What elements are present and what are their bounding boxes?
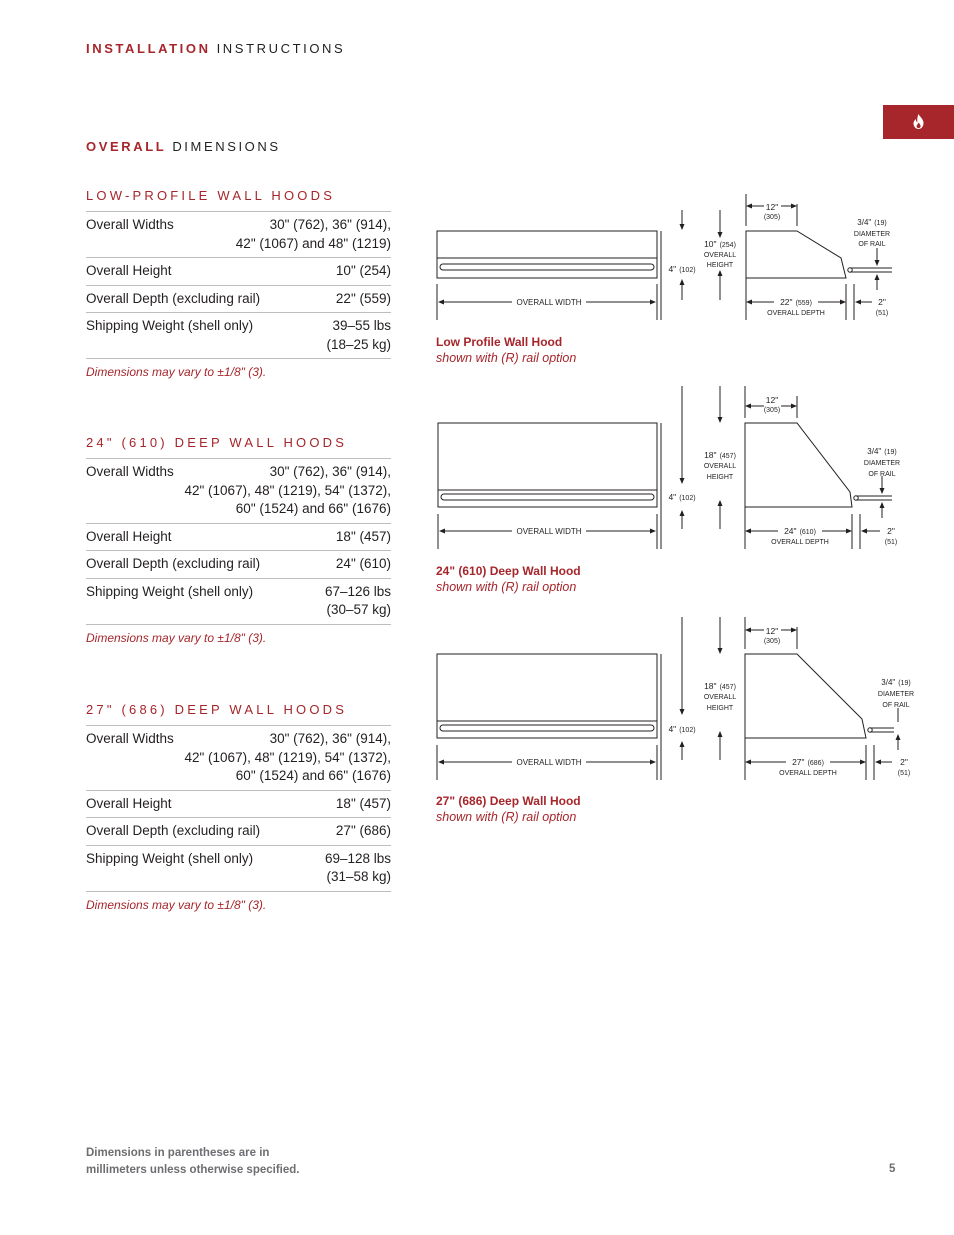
rail-offset-value: 2" (887, 526, 895, 536)
rail-dia-caption-2: OF RAIL (882, 702, 910, 709)
spec-row-height (86, 791, 391, 819)
spec-block-title: 24" (610) DEEP WALL HOODS (86, 435, 391, 459)
top-depth-mm: (305) (763, 407, 781, 414)
height-caption-2: HEIGHT (706, 705, 734, 712)
spec-block-27-deep (86, 702, 391, 912)
height-caption-2: HEIGHT (706, 262, 734, 269)
top-depth-mm: (305) (763, 214, 781, 221)
rail-front (440, 264, 654, 270)
diagram-27-deep (436, 615, 915, 785)
spec-block-24-deep (86, 435, 391, 645)
depth-mm: (686) (807, 760, 824, 767)
top-depth-value: 12" (765, 202, 779, 212)
height-caption-1: OVERALL (703, 694, 737, 701)
spec-row-weight (86, 846, 391, 892)
spec-row-widths (86, 212, 391, 258)
depth-value: 27" (792, 757, 805, 767)
diagram-caption: Low Profile Wall Hood (436, 335, 563, 349)
spec-label: Shipping Weight (shell only) (86, 583, 254, 599)
rail-height-mm: (102) (679, 727, 696, 734)
spec-value: 27" (686) (335, 823, 391, 838)
depth-label (792, 757, 824, 767)
spec-row-widths (86, 726, 391, 791)
rail-dia-value: 3/4" (867, 447, 882, 456)
diagram-subcaption: shown with (R) rail option (436, 580, 577, 594)
depth-value: 24" (784, 526, 797, 536)
rail-front (441, 494, 654, 500)
rail-front (440, 725, 654, 731)
height-value: 18" (704, 450, 717, 460)
spec-row-weight (86, 579, 391, 625)
running-header (86, 41, 345, 56)
spec-value: 39–55 lbs (18–25 kg) (326, 318, 391, 352)
rail-offset-mm: (51) (875, 310, 889, 317)
rail-height-mm: (102) (679, 267, 696, 274)
height-value: 10" (704, 239, 717, 249)
rail-dia-caption-2: OF RAIL (868, 471, 896, 478)
spec-value: 30" (762), 36" (914), 42" (1067), 48" (1219), 54" (1372), 60" (1524) and 66" (1676) (184, 731, 391, 783)
rail-offset-value: 2" (900, 757, 908, 767)
height-caption-1: OVERALL (703, 252, 737, 259)
rail-dia-caption-1: DIAMETER (863, 460, 901, 467)
section-bold: OVERALL (86, 139, 167, 154)
height-caption-1: OVERALL (703, 463, 737, 470)
hood-side-view (745, 654, 866, 738)
hood-side-view (745, 423, 852, 507)
spec-row-depth (86, 818, 391, 846)
diagram-subcaption: shown with (R) rail option (436, 810, 577, 824)
footer-note-line-2: millimeters unless otherwise specified. (86, 1164, 300, 1176)
spec-label: Shipping Weight (shell only) (86, 850, 254, 866)
section-tab (883, 105, 954, 139)
rail-offset-mm: (51) (884, 539, 898, 546)
hood-front-view (437, 231, 657, 278)
depth-mm: (610) (799, 529, 816, 536)
rail-dia-caption-1: DIAMETER (853, 231, 891, 238)
overall-width-label: OVERALL WIDTH (516, 527, 582, 536)
height-mm: (457) (719, 453, 736, 460)
spec-row-depth (86, 551, 391, 579)
spec-label: Overall Depth (excluding rail) (86, 556, 261, 571)
spec-value: 30" (762), 36" (914), 42" (1067) and 48" (1219) (235, 217, 391, 251)
top-depth-value: 12" (765, 626, 779, 636)
spec-block-title: 27" (686) DEEP WALL HOODS (86, 702, 391, 726)
spec-label: Shipping Weight (shell only) (86, 318, 254, 333)
top-depth-mm: (305) (763, 638, 781, 645)
depth-caption: OVERALL DEPTH (767, 310, 825, 317)
footer-note-line-1: Dimensions in parentheses are in (86, 1147, 270, 1159)
spec-row-height (86, 524, 391, 552)
diagram-24-deep (436, 384, 901, 554)
spec-row-weight (86, 313, 391, 359)
rail-dia-mm: (19) (884, 449, 897, 456)
rail-dia-mm: (19) (898, 680, 911, 687)
spec-label: Overall Widths (86, 464, 174, 479)
height-label (704, 450, 736, 460)
rail-height-mm: (102) (679, 495, 696, 502)
spec-row-widths (86, 459, 391, 524)
top-depth-value: 12" (765, 395, 779, 405)
depth-mm: (559) (795, 300, 812, 307)
height-mm: (457) (719, 684, 736, 691)
spec-value: 22" (559) (335, 290, 391, 306)
page-number: 5 (889, 1163, 896, 1175)
spec-value: 10" (254) (335, 263, 391, 278)
rail-height-value: 4" (668, 724, 677, 734)
rail-dia-mm: (19) (874, 220, 887, 227)
rail-height-label (668, 492, 695, 502)
rail-offset-value: 2" (878, 297, 886, 307)
height-mm: (254) (719, 242, 736, 249)
rail-dia-value: 3/4" (857, 218, 872, 227)
depth-label (784, 526, 816, 536)
section-title (86, 139, 281, 154)
header-rest: INSTRUCTIONS (216, 41, 346, 56)
depth-label (780, 297, 812, 307)
tolerance-note: Dimensions may vary to ±1/8" (3). (86, 630, 267, 645)
rail-dia-caption-2: OF RAIL (858, 241, 886, 248)
spec-label: Overall Depth (excluding rail) (86, 823, 261, 838)
spec-label: Overall Height (86, 528, 172, 544)
rail-height-label (668, 724, 695, 734)
rail-dia-label (881, 678, 910, 687)
spec-value: 67–126 lbs (30–57 kg) (324, 583, 391, 617)
height-label (704, 239, 736, 249)
spec-value: 30" (762), 36" (914), 42" (1067), 48" (1219), 54" (1372), 60" (1524) and 66" (1676) (184, 464, 391, 516)
overall-width-label: OVERALL WIDTH (516, 298, 582, 307)
tolerance-note: Dimensions may vary to ±1/8" (3). (86, 365, 267, 379)
rail-dia-label (867, 447, 896, 456)
diagram-subcaption: shown with (R) rail option (436, 351, 577, 365)
rail-dia-label (857, 218, 886, 227)
footer-note (86, 1145, 299, 1179)
depth-caption: OVERALL DEPTH (779, 770, 837, 777)
spec-label: Overall Widths (86, 731, 174, 746)
diagram-caption: 24" (610) Deep Wall Hood (436, 564, 581, 578)
overall-width-label: OVERALL WIDTH (516, 758, 582, 767)
rail-dia-caption-1: DIAMETER (877, 691, 915, 698)
height-caption-2: HEIGHT (706, 474, 734, 481)
tolerance-note: Dimensions may vary to ±1/8" (3). (86, 897, 267, 912)
rail-height-label (668, 264, 695, 274)
rail-dia-value: 3/4" (881, 678, 896, 687)
spec-row-height (86, 258, 391, 286)
height-label (704, 681, 736, 691)
rail-height-value: 4" (668, 492, 677, 502)
rail-offset-mm: (51) (897, 770, 911, 777)
spec-label: Overall Widths (86, 217, 174, 232)
spec-label: Overall Height (86, 795, 172, 811)
flame-icon (912, 114, 925, 129)
hood-side-view (746, 231, 846, 278)
section-rest: DIMENSIONS (172, 139, 281, 154)
spec-block-low-profile (86, 188, 391, 379)
rail-height-value: 4" (668, 264, 677, 274)
spec-value: 69–128 lbs (31–58 kg) (324, 850, 391, 884)
diagram-caption: 27" (686) Deep Wall Hood (436, 794, 581, 808)
spec-row-depth (86, 286, 391, 314)
header-bold: INSTALLATION (86, 41, 211, 56)
spec-label: Overall Depth (excluding rail) (86, 290, 261, 306)
depth-caption: OVERALL DEPTH (771, 539, 829, 546)
spec-block-title: LOW-PROFILE WALL HOODS (86, 188, 391, 212)
spec-value: 18" (457) (335, 795, 391, 811)
spec-label: Overall Height (86, 263, 172, 278)
height-value: 18" (704, 681, 717, 691)
depth-value: 22" (780, 297, 793, 307)
spec-value: 24" (610) (335, 556, 391, 571)
spec-value: 18" (457) (335, 528, 391, 544)
